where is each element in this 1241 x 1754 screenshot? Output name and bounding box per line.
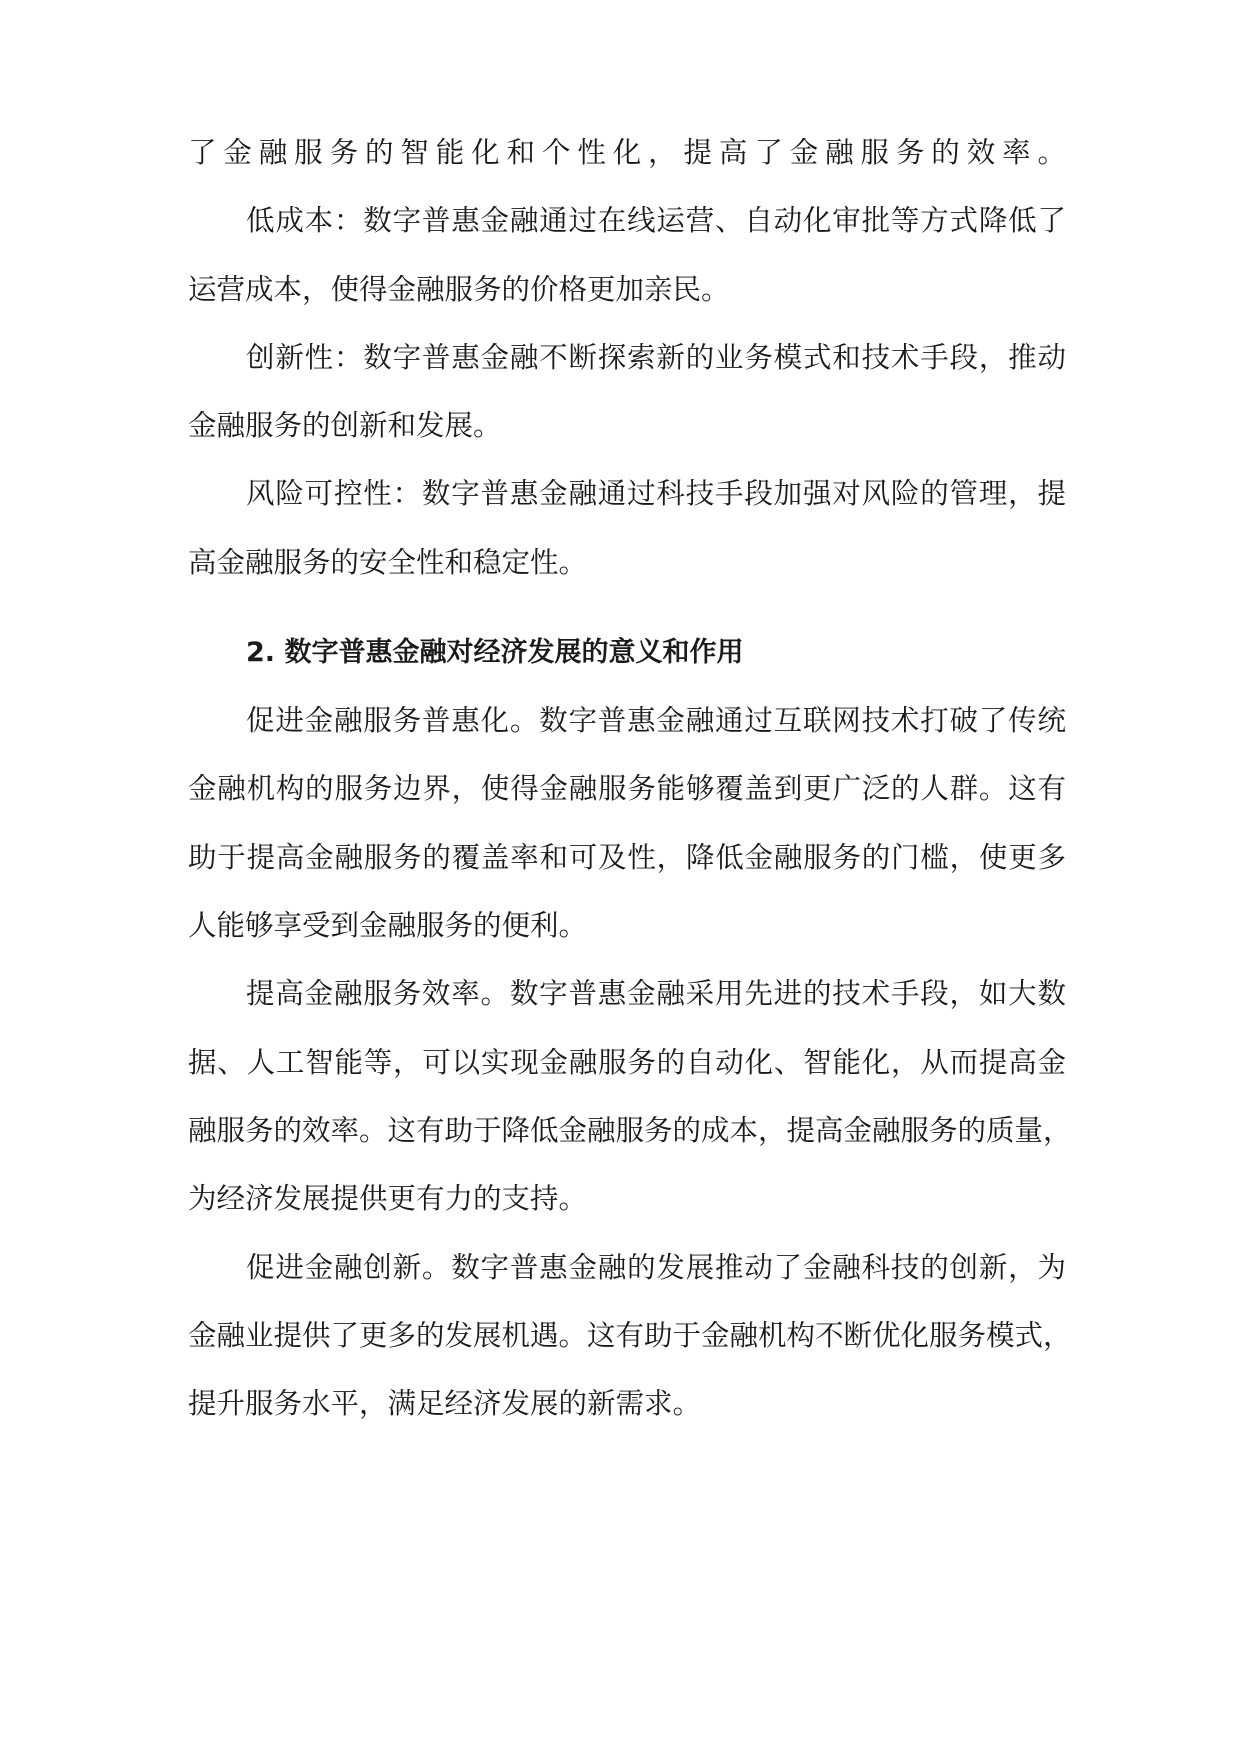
text-line: 创新性：数字普惠金融不断探索新的业务模式和技术手段，推动 bbox=[246, 341, 1066, 374]
text-line: 低成本：数字普惠金融通过在线运营、自动化审批等方式降低了 bbox=[246, 204, 1066, 237]
text-line: 金融服务的创新和发展。 bbox=[188, 409, 502, 442]
section-heading: 2. 数字普惠金融对经济发展的意义和作用 bbox=[246, 637, 744, 668]
text-line: 了金融服务的智能化和个性化，提高了金融服务的效率。 bbox=[188, 136, 1066, 169]
text-line: 助于提高金融服务的覆盖率和可及性，降低金融服务的门槛，使更多 bbox=[188, 841, 1066, 874]
text-line: 金融业提供了更多的发展机遇。这有助于金融机构不断优化服务模式， bbox=[188, 1319, 1072, 1352]
text-line: 据、人工智能等，可以实现金融服务的自动化、智能化，从而提高金 bbox=[188, 1046, 1066, 1079]
text-line: 提高金融服务效率。数字普惠金融采用先进的技术手段，如大数 bbox=[246, 977, 1066, 1010]
text-line: 为经济发展提供更有力的支持。 bbox=[188, 1182, 588, 1215]
text-line: 促进金融服务普惠化。数字普惠金融通过互联网技术打破了传统 bbox=[246, 704, 1066, 737]
text-line: 人能够享受到金融服务的便利。 bbox=[188, 909, 588, 942]
text-line: 融服务的效率。这有助于降低金融服务的成本，提高金融服务的质量， bbox=[188, 1114, 1072, 1147]
text-line: 运营成本，使得金融服务的价格更加亲民。 bbox=[188, 273, 730, 306]
text-line: 风险可控性：数字普惠金融通过科技手段加强对风险的管理，提 bbox=[246, 477, 1066, 510]
text-line: 高金融服务的安全性和稳定性。 bbox=[188, 546, 588, 579]
text-line: 促进金融创新。数字普惠金融的发展推动了金融科技的创新，为 bbox=[246, 1251, 1066, 1284]
text-line: 金融机构的服务边界，使得金融服务能够覆盖到更广泛的人群。这有 bbox=[188, 772, 1066, 805]
text-line: 提升服务水平，满足经济发展的新需求。 bbox=[188, 1387, 702, 1420]
